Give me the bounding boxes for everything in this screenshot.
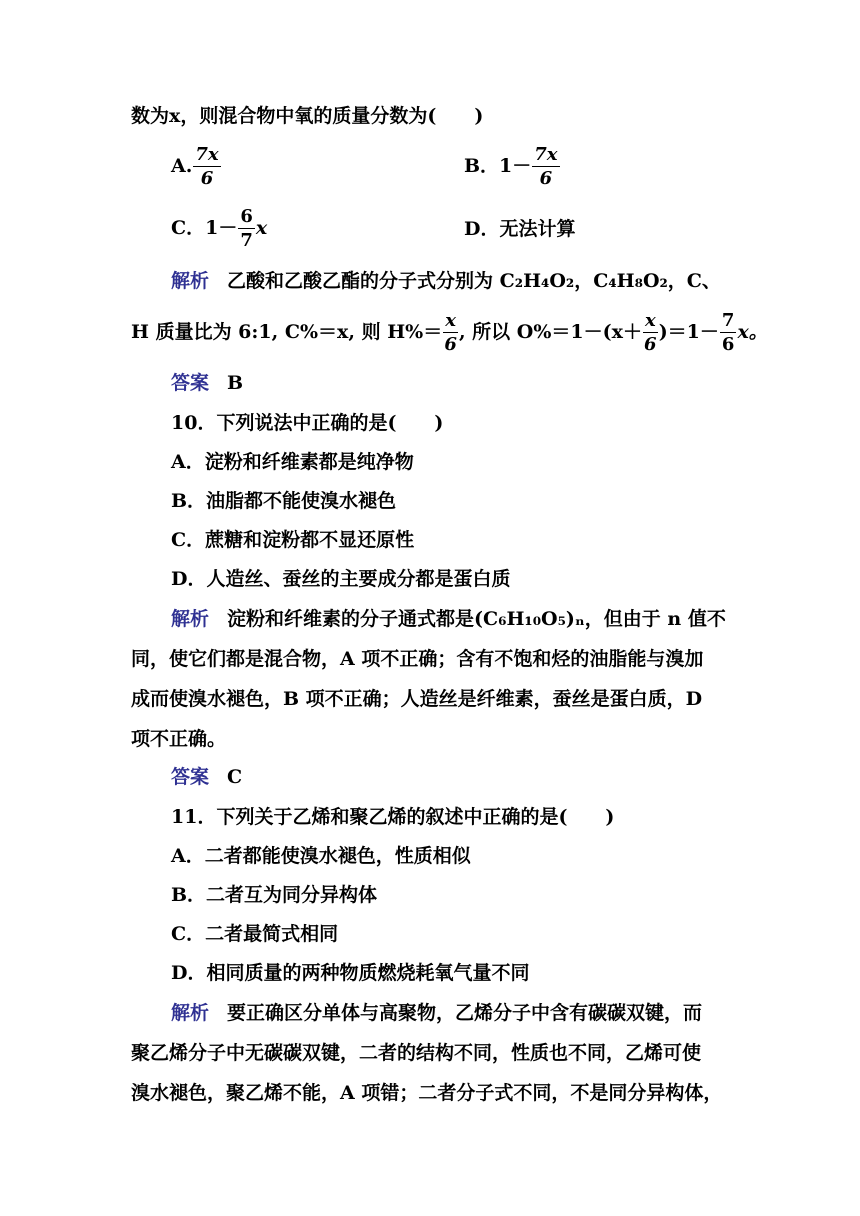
fraction-numerator: 6	[240, 206, 253, 227]
fraction-x-over-6	[443, 312, 458, 354]
option-c-prefix: C．1－	[171, 217, 238, 239]
q9-option-a[interactable]	[171, 146, 222, 188]
option-a-fraction	[193, 146, 220, 188]
q10-analysis-line1	[171, 606, 726, 632]
fraction-numerator: 7x	[195, 144, 219, 165]
q11-stem: 11．下列关于乙烯和聚乙烯的叙述中正确的是( )	[171, 806, 615, 828]
q9-option-c[interactable]	[171, 208, 267, 250]
q11-option-a[interactable]: A．二者都能使溴水褪色，性质相似	[171, 845, 471, 867]
analysis-text: , 所以 O%＝1－(x＋	[458, 321, 642, 343]
answer-label: 答案	[171, 372, 210, 394]
fraction-numerator: 7	[721, 310, 735, 331]
q11-analysis-line1	[171, 1000, 702, 1026]
fraction-denominator: 6	[644, 334, 657, 355]
fraction-denominator: 6	[200, 168, 214, 189]
analysis-text: 乙酸和乙酸乙酯的分子式分别为 C₂H₄O₂，C₄H₈O₂，C、	[227, 270, 721, 292]
option-c-fraction	[238, 208, 255, 250]
answer-value: C	[227, 766, 243, 788]
analysis-text: x。	[737, 321, 768, 343]
answer-label: 答案	[171, 766, 210, 788]
q10-analysis-line2: 同，使它们都是混合物，A 项不正确；含有不饱和烃的油脂能与溴加	[131, 648, 704, 670]
option-b-fraction	[532, 146, 559, 188]
q10-stem: 10．下列说法中正确的是( )	[171, 412, 444, 434]
option-c-suffix: x	[255, 217, 268, 239]
fraction-denominator: 7	[240, 230, 253, 251]
fraction-denominator: 6	[721, 334, 735, 355]
analysis-text: 淀粉和纤维素的分子通式都是(C₆H₁₀O₅)ₙ，但由于 n 值不	[227, 608, 726, 630]
analysis-label: 解析	[171, 1002, 210, 1024]
q11-analysis-line3: 溴水褪色，聚乙烯不能，A 项错；二者分子式不同，不是同分异构体，	[131, 1082, 723, 1104]
q10-answer	[171, 764, 242, 790]
q11-option-d[interactable]: D．相同质量的两种物质燃烧耗氧气量不同	[171, 962, 530, 984]
fraction-denominator: 6	[444, 334, 457, 355]
q10-analysis-line3: 成而使溴水褪色，B 项不正确；人造丝是纤维素，蚕丝是蛋白质，D	[131, 688, 703, 710]
analysis-label: 解析	[171, 608, 210, 630]
q9-option-d[interactable]: D．无法计算	[464, 218, 576, 240]
analysis-text: 要正确区分单体与高聚物，乙烯分子中含有碳碳双键，而	[227, 1002, 703, 1024]
q11-analysis-line2: 聚乙烯分子中无碳碳双键，二者的结构不同，性质也不同，乙烯可使	[131, 1042, 702, 1064]
answer-value: B	[227, 372, 244, 394]
analysis-text: )＝1－	[658, 321, 719, 343]
option-a-prefix: A.	[171, 155, 193, 177]
fraction-numerator: 7x	[534, 144, 558, 165]
q10-option-b[interactable]: B．油脂都不能使溴水褪色	[171, 490, 397, 512]
fraction-numerator: x	[445, 310, 456, 331]
option-b-prefix: B．1－	[464, 155, 532, 177]
q10-analysis-line4: 项不正确。	[131, 728, 227, 750]
fraction-numerator: x	[644, 310, 656, 331]
fraction-x-over-6	[643, 312, 658, 354]
q10-option-a[interactable]: A．淀粉和纤维素都是纯净物	[171, 451, 414, 473]
analysis-label: 解析	[171, 270, 210, 292]
analysis-text: H 质量比为 6:1, C%＝x, 则 H%＝	[131, 321, 443, 343]
fraction-7-over-6	[720, 312, 737, 354]
q9-option-b[interactable]	[464, 146, 561, 188]
q9-answer	[171, 370, 243, 396]
q9-analysis-line2	[131, 312, 768, 354]
q11-option-b[interactable]: B．二者互为同分异构体	[171, 884, 378, 906]
q9-analysis-line1	[171, 268, 721, 294]
fraction-denominator: 6	[539, 168, 553, 189]
q10-option-d[interactable]: D．人造丝、蚕丝的主要成分都是蛋白质	[171, 568, 511, 590]
q11-option-c[interactable]: C．二者最简式相同	[171, 923, 339, 945]
q10-option-c[interactable]: C．蔗糖和淀粉都不显还原性	[171, 529, 415, 551]
q9-stem-tail: 数为x，则混合物中氧的质量分数为( )	[131, 105, 484, 127]
